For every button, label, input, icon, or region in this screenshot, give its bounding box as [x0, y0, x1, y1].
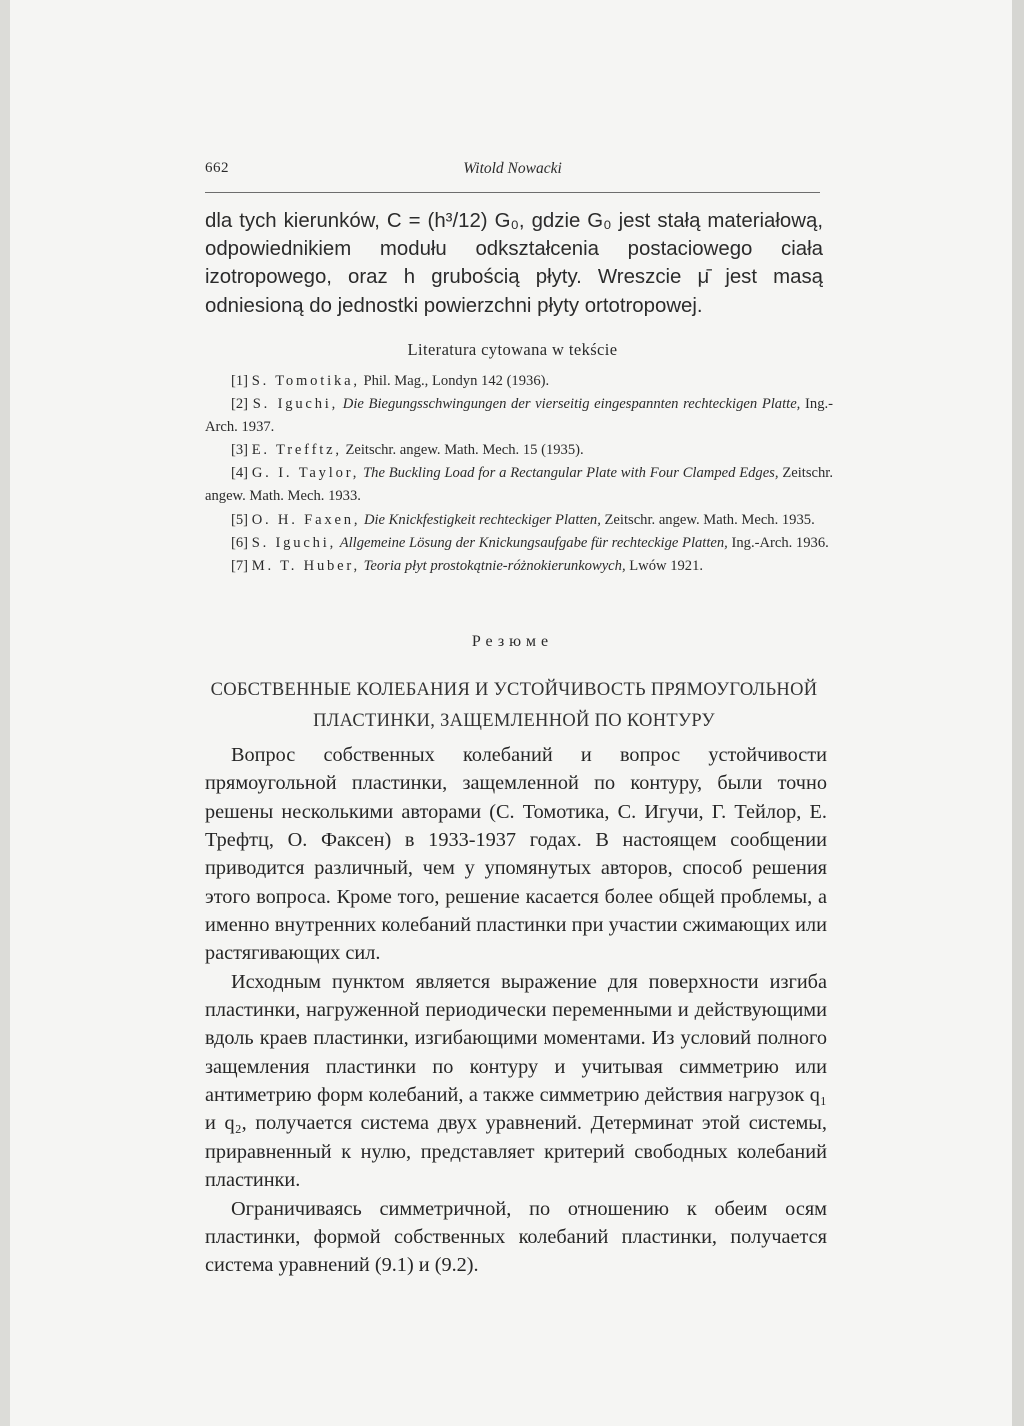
summary-paragraph: Вопрос собственных колебаний и вопрос устойчивости прямоугольной пластинки, защемленной по контуру, были точно решены несколькими авторами (С. Томотика, С. Игучи, Г. Тейлор, Е. Трефтц, О. Факсен) в 1933-1937 годах. В настоящем сообщении приводится различный, чем у упомянутых авторов, способ решения этого вопроса. Кроме того, решение касается более общей проблемы, а именно внутренних колебаний пластинки при участии сжимающих или растягивающих сил.: [205, 744, 827, 965]
reference-item: [4] G. I. Taylor, The Buckling Load for a Rectangular Plate with Four Clamped Edges, Zeitschr. angew. Math. Mech. 1933.: [205, 465, 833, 505]
running-title: Witold Nowacki: [463, 160, 562, 177]
reference-item: [6] S. Iguchi, Allgemeine Lösung der Knickungsaufgabe für rechteckige Platten, Ing.-Arch. 1936.: [231, 534, 829, 551]
literature-heading: Literatura cytowana w tekście: [407, 340, 618, 359]
russian-title-line: СОБСТВЕННЫЕ КОЛЕБАНИЯ И УСТОЙЧИВОСТЬ ПРЯМОУГОЛЬНОЙ: [210, 680, 818, 700]
polish-paragraph: [205, 207, 823, 320]
summary-paragraph: Исходным пунктом является выражение для поверхности изгиба пластинки, нагруженной периодически переменными и действующими вдоль краев пластинки, изгибающими моментами. Из условий полного защемления пластинки по контуру и учитывая симметрию или антиметрию форм колебаний, а также симметрию действия нагрузок q₁ и q₂, получается система двух уравнений. Детерминат этой системы, приравненный к нулю, представляет критерий свободных колебаний пластинки.: [205, 970, 827, 1192]
russian-summary: [205, 741, 827, 1280]
scan-edge-right: [1012, 0, 1024, 1426]
reference-item: [3] E. Trefftz, Zeitschr. angew. Math. Mech. 15 (1935).: [231, 442, 584, 459]
resume-heading: Резюме: [471, 633, 554, 650]
scan-edge-left: [0, 0, 10, 1426]
page-header: [205, 160, 820, 184]
page-number: 662: [205, 160, 229, 176]
russian-title-line: ПЛАСТИНКИ, ЗАЩЕМЛЕННОЙ ПО КОНТУРУ: [313, 711, 715, 731]
russian-title: [200, 675, 828, 737]
reference-item: [2] S. Iguchi, Die Biegungsschwingungen der vierseitig eingespannten rechteckigen Platte, Ing.-Arch. 1937.: [205, 396, 833, 436]
reference-item: [7] M. T. Huber, Teoria płyt prostokątnie-różnokierunkowych, Lwów 1921.: [231, 557, 704, 574]
header-rule: [205, 192, 820, 193]
reference-item: [1] S. Tomotika, Phil. Mag., Londyn 142 (1936).: [231, 373, 550, 389]
summary-paragraph: Ограничиваясь симметричной, по отношению к обеим осям пластинки, формой собственных колебаний пластинки, получается система уравнений (9.1) и (9.2).: [205, 1197, 827, 1277]
reference-list: [205, 370, 833, 578]
polish-paragraph-text: dla tych kierunków, C = (h³/12) G₀, gdzie G₀ jest stałą materiałową, odpowiednikiem modułu odkształcenia postaciowego ciała izotropowego, oraz h grubością płyty. Wreszcie μ̄ jest masą odniesioną do jednostki powierzchni płyty ortotropowej.: [205, 210, 823, 317]
reference-item: [5] O. H. Faxen, Die Knickfestigkeit rechteckiger Platten, Zeitschr. angew. Math. Mech. 1935.: [231, 511, 815, 528]
